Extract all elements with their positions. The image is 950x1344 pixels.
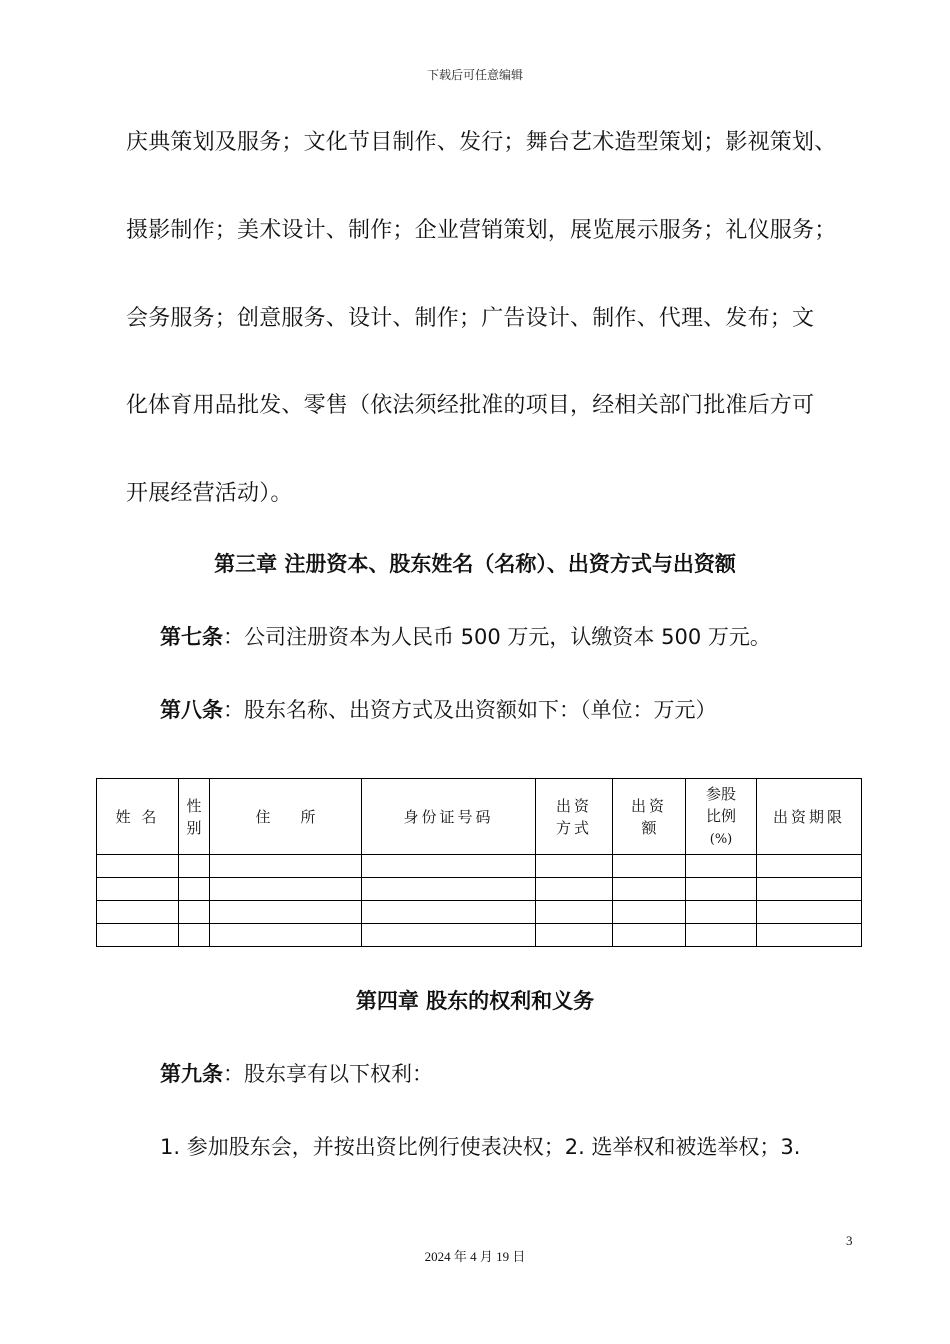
table-cell[interactable] bbox=[179, 855, 210, 878]
body-text-line: 摄影制作；美术设计、制作；企业营销策划，展览展示服务；礼仪服务； bbox=[126, 218, 837, 243]
table-cell[interactable] bbox=[686, 855, 757, 878]
shareholder-table bbox=[96, 778, 862, 947]
table-cell[interactable] bbox=[97, 901, 179, 924]
table-cell[interactable] bbox=[613, 878, 686, 901]
table-cell[interactable] bbox=[210, 878, 362, 901]
body-text-line: 开展经营活动）。 bbox=[126, 481, 293, 506]
table-cell[interactable] bbox=[536, 901, 613, 924]
table-row bbox=[97, 924, 862, 947]
article-8-text: ：股东名称、出资方式及出资额如下：（单位：万元） bbox=[223, 698, 717, 722]
table-cell[interactable] bbox=[210, 855, 362, 878]
article-9-label: 第九条 bbox=[160, 1062, 223, 1086]
header-gender: 性 别 bbox=[179, 779, 210, 855]
page-footer-date: 2024 年 4 月 19 日 bbox=[424, 1249, 526, 1264]
table-cell[interactable] bbox=[97, 878, 179, 901]
table-cell[interactable] bbox=[179, 924, 210, 947]
table-cell[interactable] bbox=[613, 855, 686, 878]
body-text-line: 化体育用品批发、零售（依法须经批准的项目，经相关部门批准后方可 bbox=[126, 393, 815, 418]
table-cell[interactable] bbox=[757, 901, 862, 924]
table-cell[interactable] bbox=[179, 878, 210, 901]
table-cell[interactable] bbox=[686, 901, 757, 924]
table-header-row bbox=[97, 779, 862, 855]
page-number: 3 bbox=[846, 1233, 853, 1248]
table-cell[interactable] bbox=[613, 901, 686, 924]
article-7 bbox=[160, 621, 771, 651]
table-cell[interactable] bbox=[536, 924, 613, 947]
table-cell[interactable] bbox=[362, 878, 536, 901]
table-cell[interactable] bbox=[362, 901, 536, 924]
header-contribution-term: 出资期限 bbox=[757, 779, 862, 855]
table-cell[interactable] bbox=[613, 924, 686, 947]
table-cell[interactable] bbox=[210, 901, 362, 924]
header-address: 住 所 bbox=[210, 779, 362, 855]
table-cell[interactable] bbox=[757, 924, 862, 947]
table-row bbox=[97, 878, 862, 901]
header-name: 姓 名 bbox=[97, 779, 179, 855]
page-header: 下载后可任意编辑 bbox=[426, 68, 523, 82]
table-cell[interactable] bbox=[210, 924, 362, 947]
header-contribution-amount: 出资 额 bbox=[613, 779, 686, 855]
chapter-4-heading: 第四章 股东的权利和义务 bbox=[355, 989, 595, 1013]
table-cell[interactable] bbox=[362, 855, 536, 878]
rights-list-line: 1. 参加股东会，并按出资比例行使表决权；2. 选举权和被选举权；3. bbox=[160, 1135, 801, 1159]
body-text-line: 会务服务；创意服务、设计、制作；广告设计、制作、代理、发布；文 bbox=[126, 306, 815, 331]
table-row bbox=[97, 901, 862, 924]
table-cell[interactable] bbox=[536, 878, 613, 901]
table-cell[interactable] bbox=[686, 924, 757, 947]
article-8-label: 第八条 bbox=[160, 698, 223, 722]
table-cell[interactable] bbox=[179, 901, 210, 924]
header-contribution-method: 出资 方式 bbox=[536, 779, 613, 855]
article-8 bbox=[160, 694, 717, 724]
table-cell[interactable] bbox=[362, 924, 536, 947]
header-share-ratio: 参股 比例 (%) bbox=[686, 779, 757, 855]
table-cell[interactable] bbox=[97, 924, 179, 947]
table-cell[interactable] bbox=[536, 855, 613, 878]
article-9-text: ：股东享有以下权利： bbox=[223, 1062, 433, 1086]
body-text-line: 庆典策划及服务；文化节目制作、发行；舞台艺术造型策划；影视策划、 bbox=[126, 130, 837, 155]
article-9 bbox=[160, 1058, 433, 1088]
table-row bbox=[97, 855, 862, 878]
table-cell[interactable] bbox=[686, 878, 757, 901]
table-cell[interactable] bbox=[97, 855, 179, 878]
header-id-number: 身份证号码 bbox=[362, 779, 536, 855]
table-cell[interactable] bbox=[757, 878, 862, 901]
chapter-3-heading: 第三章 注册资本、股东姓名（名称）、出资方式与出资额 bbox=[214, 552, 736, 576]
table-cell[interactable] bbox=[757, 855, 862, 878]
article-7-text: ：公司注册资本为人民币 500 万元，认缴资本 500 万元。 bbox=[223, 625, 771, 649]
article-7-label: 第七条 bbox=[160, 625, 223, 649]
